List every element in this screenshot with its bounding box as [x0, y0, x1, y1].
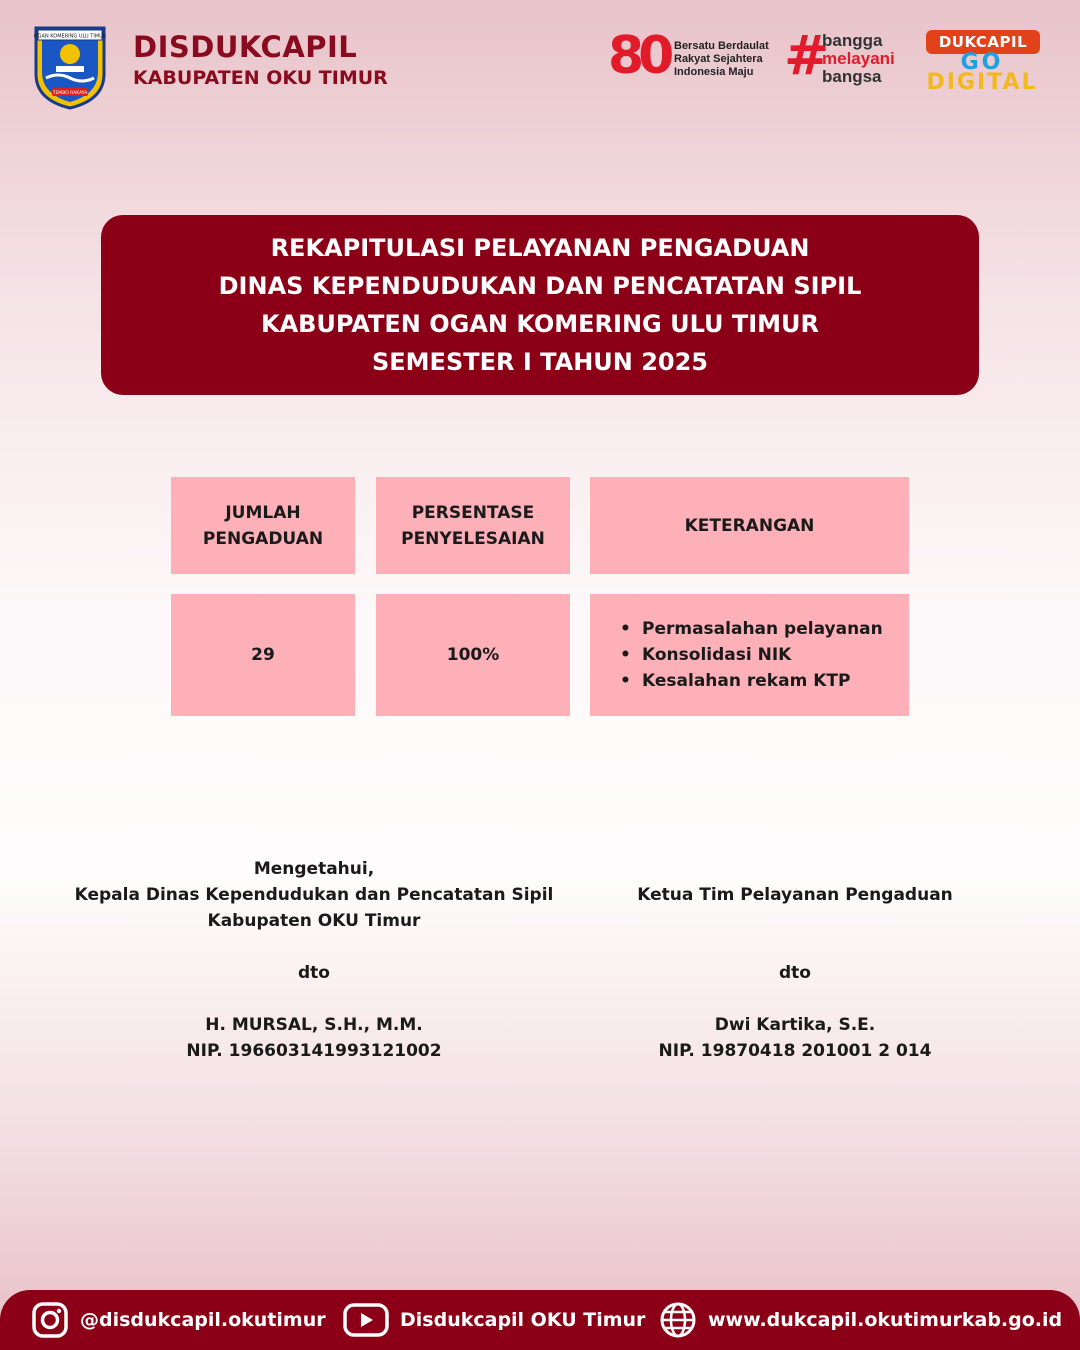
logo-80-number: 80 — [608, 26, 669, 86]
website-link[interactable] — [658, 1300, 1062, 1340]
signature-right-nip: NIP. 19870418 201001 2 014 — [658, 1041, 932, 1061]
header-keterangan: KETERANGAN — [590, 477, 909, 574]
logo-dukcapil-go-digital — [920, 30, 1044, 94]
instagram-icon — [30, 1300, 70, 1340]
digital-text: DIGITAL — [926, 70, 1038, 95]
signature-left-line1: Mengetahui, — [253, 859, 375, 879]
youtube-icon — [342, 1300, 390, 1340]
youtube-channel: Disdukcapil OKU Timur — [400, 1309, 646, 1331]
header-persentase-penyelesaian: PERSENTASE PENYELESAIAN — [376, 477, 570, 574]
logo-bangga-melayani-bangsa — [784, 24, 914, 90]
brand-title: DISDUKCAPIL — [133, 30, 358, 64]
globe-icon — [658, 1300, 698, 1340]
title-line-1: REKAPITULASI PELAYANAN PENGADUAN — [270, 234, 810, 262]
footer-bar — [0, 1290, 1080, 1350]
header — [0, 0, 1080, 120]
youtube-link[interactable] — [342, 1300, 645, 1340]
signature-left-name: H. MURSAL, S.H., M.M. — [205, 1015, 423, 1035]
keterangan-list — [590, 616, 883, 694]
title-banner — [101, 215, 979, 395]
value-persentase-penyelesaian: 100% — [376, 594, 570, 716]
logo-80-years — [608, 26, 778, 90]
title-line-2: DINAS KEPENDUDUKAN DAN PENCATATAN SIPIL — [218, 272, 862, 300]
regency-emblem-icon — [32, 22, 108, 110]
list-item: • Konsolidasi NIK — [620, 642, 883, 668]
signature-left-nip: NIP. 196603141993121002 — [186, 1041, 442, 1061]
signature-left-dto: dto — [298, 963, 330, 983]
instagram-handle: @disdukcapil.okutimur — [80, 1309, 326, 1331]
svg-text:TEMBO RAKAYA: TEMBO RAKAYA — [52, 91, 88, 96]
value-jumlah-pengaduan: 29 — [171, 594, 355, 716]
signature-right-name: Dwi Kartika, S.E. — [714, 1015, 876, 1035]
svg-text:OGAN KOMERING ULU TIMUR: OGAN KOMERING ULU TIMUR — [33, 33, 107, 40]
signature-right-line1: Ketua Tim Pelayanan Pengaduan — [637, 885, 953, 905]
instagram-link[interactable] — [30, 1300, 326, 1340]
bangga-words: bangga melayani bangsa — [822, 31, 895, 86]
signature-left-line3: Kabupaten OKU Timur — [207, 911, 421, 931]
logo-80-tagline: Bersatu Berdaulat Rakyat Sejahtera Indonesia Maju — [674, 40, 769, 78]
list-item: • Kesalahan rekam KTP — [620, 668, 883, 694]
list-item: • Permasalahan pelayanan — [620, 616, 883, 642]
hashtag-icon: # — [784, 24, 830, 87]
dukcapil-badge: DUKCAPIL — [926, 30, 1040, 54]
go-text: GO — [960, 50, 1004, 75]
signature-right-dto: dto — [779, 963, 811, 983]
header-jumlah-pengaduan: JUMLAH PENGADUAN — [171, 477, 355, 574]
value-keterangan — [590, 594, 909, 716]
website-url: www.dukcapil.okutimurkab.go.id — [708, 1309, 1063, 1331]
brand-subtitle: KABUPATEN OKU TIMUR — [133, 67, 388, 89]
title-line-3: KABUPATEN OGAN KOMERING ULU TIMUR — [260, 310, 820, 338]
signature-left-line2: Kepala Dinas Kependudukan dan Pencatatan Sipil — [74, 885, 554, 905]
title-line-4: SEMESTER I TAHUN 2025 — [371, 348, 709, 376]
